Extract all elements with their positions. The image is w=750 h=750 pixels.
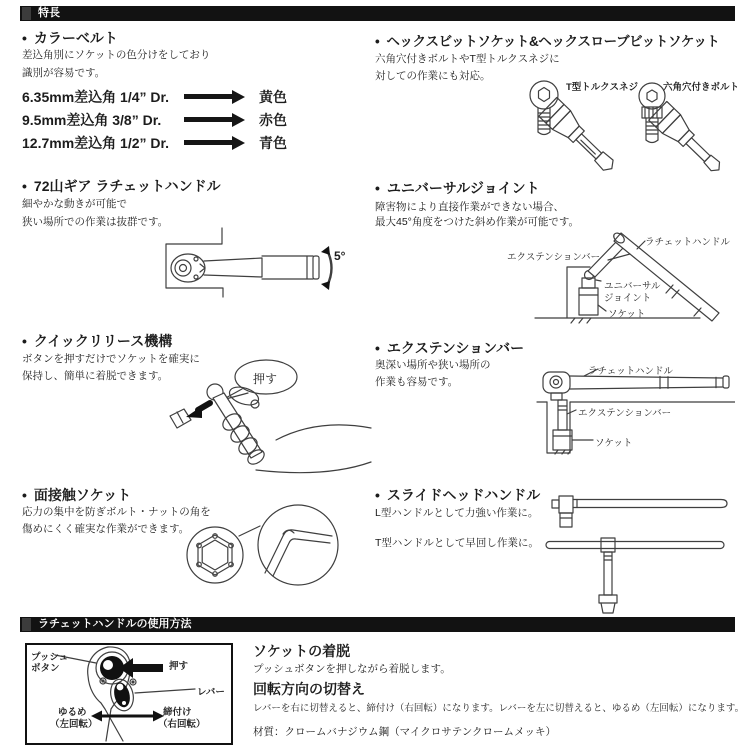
section-title-slide-head [375, 485, 540, 505]
slide-head-t-text: T型ハンドルとして早回し作業に。 [375, 537, 539, 549]
ratchet-handle-label: ラチェットハンドル [645, 237, 731, 248]
color-name: 赤色 [259, 111, 287, 128]
bullet-icon: • [375, 34, 380, 49]
section-title-text: スライドヘッドハンドル [386, 487, 541, 503]
color-belt-desc-line1: 差込角別にソケットの色分けをしており [22, 49, 211, 61]
rotation-switch-body: レバーを右に切替えると、締付け（右回転）になります。レバーを左に切替えると、ゆるめ（左回転）になります。 [253, 703, 745, 714]
drive-size-label: 6.35mm差込角 1/4” Dr. [22, 88, 170, 105]
drive-size-label: 9.5mm差込角 3/8” Dr. [22, 111, 162, 128]
color-belt-desc-line2: 識別が容易です。 [22, 67, 106, 79]
bullet-icon: • [22, 487, 27, 503]
section-title-text: ユニバーサルジョイント [386, 180, 540, 196]
universal-joint-desc-line2: 最大45°角度をつけた斜め作業が可能です。 [375, 216, 580, 228]
color-belt-row [22, 86, 287, 107]
bullet-icon: • [375, 487, 380, 503]
extension-bar-label: エクステンションバー [578, 408, 672, 419]
section-title-universal-joint [375, 178, 540, 198]
face-contact-desc-line1: 応力の集中を防ぎボルト・ナットの角を [22, 506, 211, 518]
usage-header-bar [20, 617, 735, 632]
loosen-label-line2: （左回転） [50, 719, 98, 730]
tighten-label-line1: 締付け [163, 707, 192, 718]
color-name: 黄色 [259, 88, 287, 105]
arrow-right-icon [184, 94, 232, 99]
extension-bar-desc-line2: 作業も容易です。 [375, 376, 459, 388]
universal-joint-desc-line1: 障害物により直接作業ができない場合、 [375, 201, 564, 213]
universal-joint-label-line1: ユニバーサル [604, 281, 661, 292]
arrow-right-icon [184, 117, 232, 122]
arrow-right-icon [184, 140, 232, 145]
torx-screw-label: T型トルクスネジ [566, 82, 639, 93]
ratchet-handle-illustration [150, 225, 350, 310]
push-bubble-label: 押す [253, 372, 278, 386]
bullet-icon: • [22, 178, 27, 194]
section-title-text: クイックリリース機構 [33, 333, 173, 349]
color-belt-row [22, 109, 287, 130]
face-contact-illustration [180, 503, 345, 598]
universal-joint-label-line2: ジョイント [604, 293, 652, 304]
material-note: 材質：クロームバナジウム鋼（マイクロサテンクロームメッキ） [253, 726, 557, 738]
push-button-label-line2: ボタン [31, 663, 60, 674]
loosen-label-line1: ゆるめ [58, 707, 87, 718]
bullet-icon: • [375, 340, 380, 356]
color-name: 青色 [259, 134, 287, 151]
section-title-extension-bar [375, 338, 524, 358]
socket-label: ソケット [608, 309, 646, 320]
section-title-text: カラーベルト [33, 30, 118, 46]
gear72-desc-line1: 細やかな動きが可能で [22, 198, 127, 210]
section-title-text: 72山ギア ラチェットハンドル [33, 178, 221, 194]
slide-head-handle-illustration [520, 490, 735, 615]
push-label: 押す [169, 661, 189, 672]
section-title-color-belt [22, 28, 118, 48]
bullet-icon: • [22, 333, 27, 349]
drive-size-label: 12.7mm差込角 1/2” Dr. [22, 134, 170, 151]
quick-release-desc-line1: ボタンを押すだけでソケットを確実に [22, 353, 200, 365]
bullet-icon: • [375, 180, 380, 196]
section-title-gear72 [22, 176, 221, 196]
rotation-switch-heading: 回転方向の切替え [253, 681, 365, 697]
section-title-text: エクステンションバー [386, 340, 525, 356]
color-belt-row [22, 132, 287, 153]
bullet-icon: • [22, 30, 27, 46]
section-title-quick-release [22, 331, 172, 351]
lever-label: レバー [197, 687, 225, 698]
push-button-label-line1: プッシュ [31, 652, 69, 663]
gear72-desc-line2: 狭い場所での作業は抜群です。 [22, 216, 169, 228]
hex-bit-desc-line1: 六角穴付きボルトやT型トルクスネジに [375, 53, 560, 65]
features-header-title: 特長 [38, 7, 60, 19]
face-contact-desc-line2: 傷めにくく確実な作業ができます。 [22, 523, 190, 535]
quick-release-desc-line2: 保持し、簡単に着脱できます。 [22, 370, 169, 382]
section-title-face-contact [22, 485, 131, 505]
angle-5deg-label: 5° [334, 249, 346, 263]
socket-label: ソケット [595, 438, 633, 449]
socket-attach-heading: ソケットの着脱 [253, 643, 351, 659]
extension-bar-label: エクステンションバー [507, 252, 601, 263]
usage-header-title: ラチェットハンドルの使用方法 [38, 618, 192, 630]
section-title-hex-bit [375, 30, 720, 50]
section-title-text: 面接触ソケット [33, 487, 132, 503]
slide-head-l-text: L型ハンドルとして力強い作業に。 [375, 507, 539, 519]
tighten-label-line2: （右回転） [158, 719, 206, 730]
hex-bit-desc-line2: 対しての作業にも対応。 [375, 70, 491, 82]
features-header-bar [20, 6, 735, 21]
extension-bar-desc-line1: 奥深い場所や狭い場所の [375, 359, 491, 371]
ratchet-handle-label: ラチェットハンドル [588, 366, 674, 377]
section-title-text: ヘックスビットソケット&ヘックスローブビットソケット [386, 34, 720, 49]
socket-attach-body: プッシュボタンを押しながら着脱します。 [253, 663, 451, 675]
hex-bolt-label: 六角穴付きボルト [663, 82, 740, 93]
